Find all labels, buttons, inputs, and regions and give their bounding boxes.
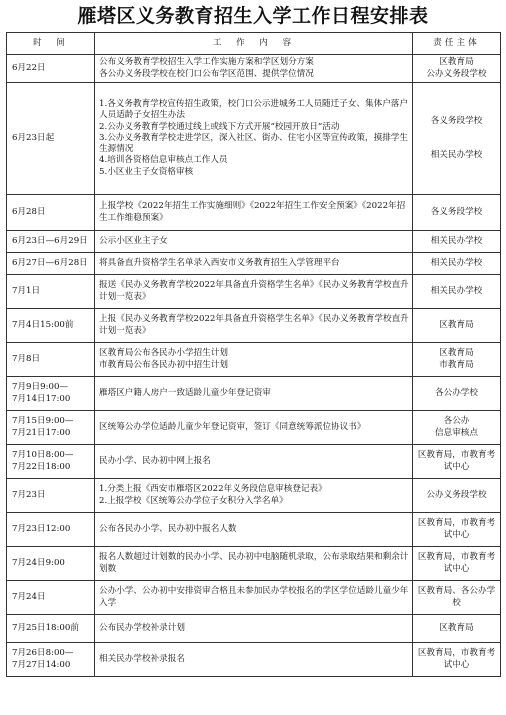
time-cell: 7月10日8:00— 7月22日18:00 [7, 445, 95, 479]
content-cell: 区统筹公办学位适龄儿童少年登记资审，签订《同意统筹派位协议书》 [95, 411, 413, 445]
time-cell: 7月24日9:00 [7, 547, 95, 581]
content-cell: 公布民办学校补录计划 [95, 615, 413, 643]
responsible-cell: 各公办 信息审核点 [413, 411, 501, 445]
table-row [7, 377, 501, 411]
schedule-table [6, 32, 501, 677]
document-title: 雁塔区义务教育招生入学工作日程安排表 [77, 5, 429, 27]
header-responsible: 责任主体 [413, 33, 501, 55]
content-cell: 将具备直升资格学生名单录入西安市义务教育招生入学管理平台 [95, 253, 413, 275]
responsible-cell: 各义务段学校 相关民办学校 [413, 83, 501, 195]
content-cell: 1.分类上报《西安市雁塔区2022年义务段信息审核登记表》 2.上报学校《区统筹公办学位子女积分入学名单》 [95, 479, 413, 513]
responsible-cell: 区教育局 公办义务段学校 [413, 55, 501, 83]
responsible-cell: 区教育局，市教育考试中心 [413, 547, 501, 581]
time-cell: 7月25日18:00前 [7, 615, 95, 643]
table-row [7, 615, 501, 643]
table-row [7, 231, 501, 253]
time-cell: 7月23日 [7, 479, 95, 513]
responsible-cell: 区教育局，市教育考试中心 [413, 513, 501, 547]
time-cell: 7月23日12:00 [7, 513, 95, 547]
content-cell: 雁塔区户籍人房户一致适龄儿童少年登记资审 [95, 377, 413, 411]
time-cell: 7月9日9:00— 7月14日17:00 [7, 377, 95, 411]
content-cell: 公办小学、公办初中安排资审合格且未参加民办学校报名的学区学位适龄儿童少年入学 [95, 581, 413, 615]
table-row [7, 275, 501, 309]
responsible-cell: 区教育局 市教育局 [413, 343, 501, 377]
time-cell: 6月28日 [7, 195, 95, 231]
content-cell: 民办小学、民办初中网上报名 [95, 445, 413, 479]
table-row [7, 55, 501, 83]
time-cell: 7月26日8:00— 7月27日14:00 [7, 643, 95, 677]
time-cell: 6月27日—6月28日 [7, 253, 95, 275]
time-cell: 7月4日15:00前 [7, 309, 95, 343]
responsible-cell: 区教育局，市教育考试中心 [413, 643, 501, 677]
table-row [7, 547, 501, 581]
time-cell: 6月22日 [7, 55, 95, 83]
content-cell: 区教育局公布各民办小学招生计划 市教育局公布各民办初中招生计划 [95, 343, 413, 377]
responsible-cell: 各义务段学校 [413, 195, 501, 231]
content-cell: 公布各民办小学、民办初中报名人数 [95, 513, 413, 547]
time-cell: 7月1日 [7, 275, 95, 309]
responsible-cell: 区教育局，市教育考试中心 [413, 445, 501, 479]
content-cell: 公布义务教育学校招生入学工作实施方案和学区划分方案 各公办义务段学校在校门口公布学区范围、提供学位情况 [95, 55, 413, 83]
time-cell: 6月23日—6月29日 [7, 231, 95, 253]
responsible-cell: 相关民办学校 [413, 275, 501, 309]
responsible-cell: 区教育局 [413, 309, 501, 343]
header-row [7, 33, 501, 55]
table-row [7, 643, 501, 677]
responsible-cell: 区教育局 [413, 615, 501, 643]
time-cell: 7月8日 [7, 343, 95, 377]
time-cell: 7月24日 [7, 581, 95, 615]
responsible-cell: 区教育局、各公办学校 [413, 581, 501, 615]
table-row [7, 83, 501, 195]
table-row [7, 343, 501, 377]
time-cell: 6月23日起 [7, 83, 95, 195]
table-row [7, 195, 501, 231]
time-cell: 7月15日9:00— 7月21日17:00 [7, 411, 95, 445]
header-content: 工 作 内 容 [95, 33, 413, 55]
header-time: 时 间 [7, 33, 95, 55]
content-cell: 1.各义务教育学校宣传招生政策，校门口公示进城务工人员随迁子女、集体户落户人员适龄子女招生办法 2.公办义务教育学校通过线上或线下方式开展“校园开放日”活动 3.公办义务教育学校走进学区，深入社区、街办、住宅小区等宣传政策，摸排学生生源情况 4.培训各资格信息审核点工作人员 5.小区业主子女资格审核 [95, 83, 413, 195]
responsible-cell: 各公办学校 [413, 377, 501, 411]
table-row [7, 581, 501, 615]
content-cell: 相关民办学校补录报名 [95, 643, 413, 677]
responsible-cell: 相关民办学校 [413, 253, 501, 275]
table-row [7, 411, 501, 445]
content-cell: 上报学校《2022年招生工作实施细则》《2022年招生工作安全预案》《2022年招生工作维稳预案》 [95, 195, 413, 231]
table-row [7, 445, 501, 479]
table-row [7, 309, 501, 343]
content-cell: 报送《民办义务教育学校2022年具备直升资格学生名单》《民办义务教育学校直升计划一览表》 [95, 275, 413, 309]
table-row [7, 513, 501, 547]
responsible-cell: 公办义务段学校 [413, 479, 501, 513]
table-row [7, 253, 501, 275]
content-cell: 报名人数超过计划数的民办小学、民办初中电脑随机录取，公布录取结果和剩余计划数 [95, 547, 413, 581]
content-cell: 上报《民办义务教育学校2022年具备直升资格学生名单》《民办义务教育学校直升计划一览表》 [95, 309, 413, 343]
responsible-cell: 相关民办学校 [413, 231, 501, 253]
table-row [7, 479, 501, 513]
content-cell: 公示小区业主子女 [95, 231, 413, 253]
